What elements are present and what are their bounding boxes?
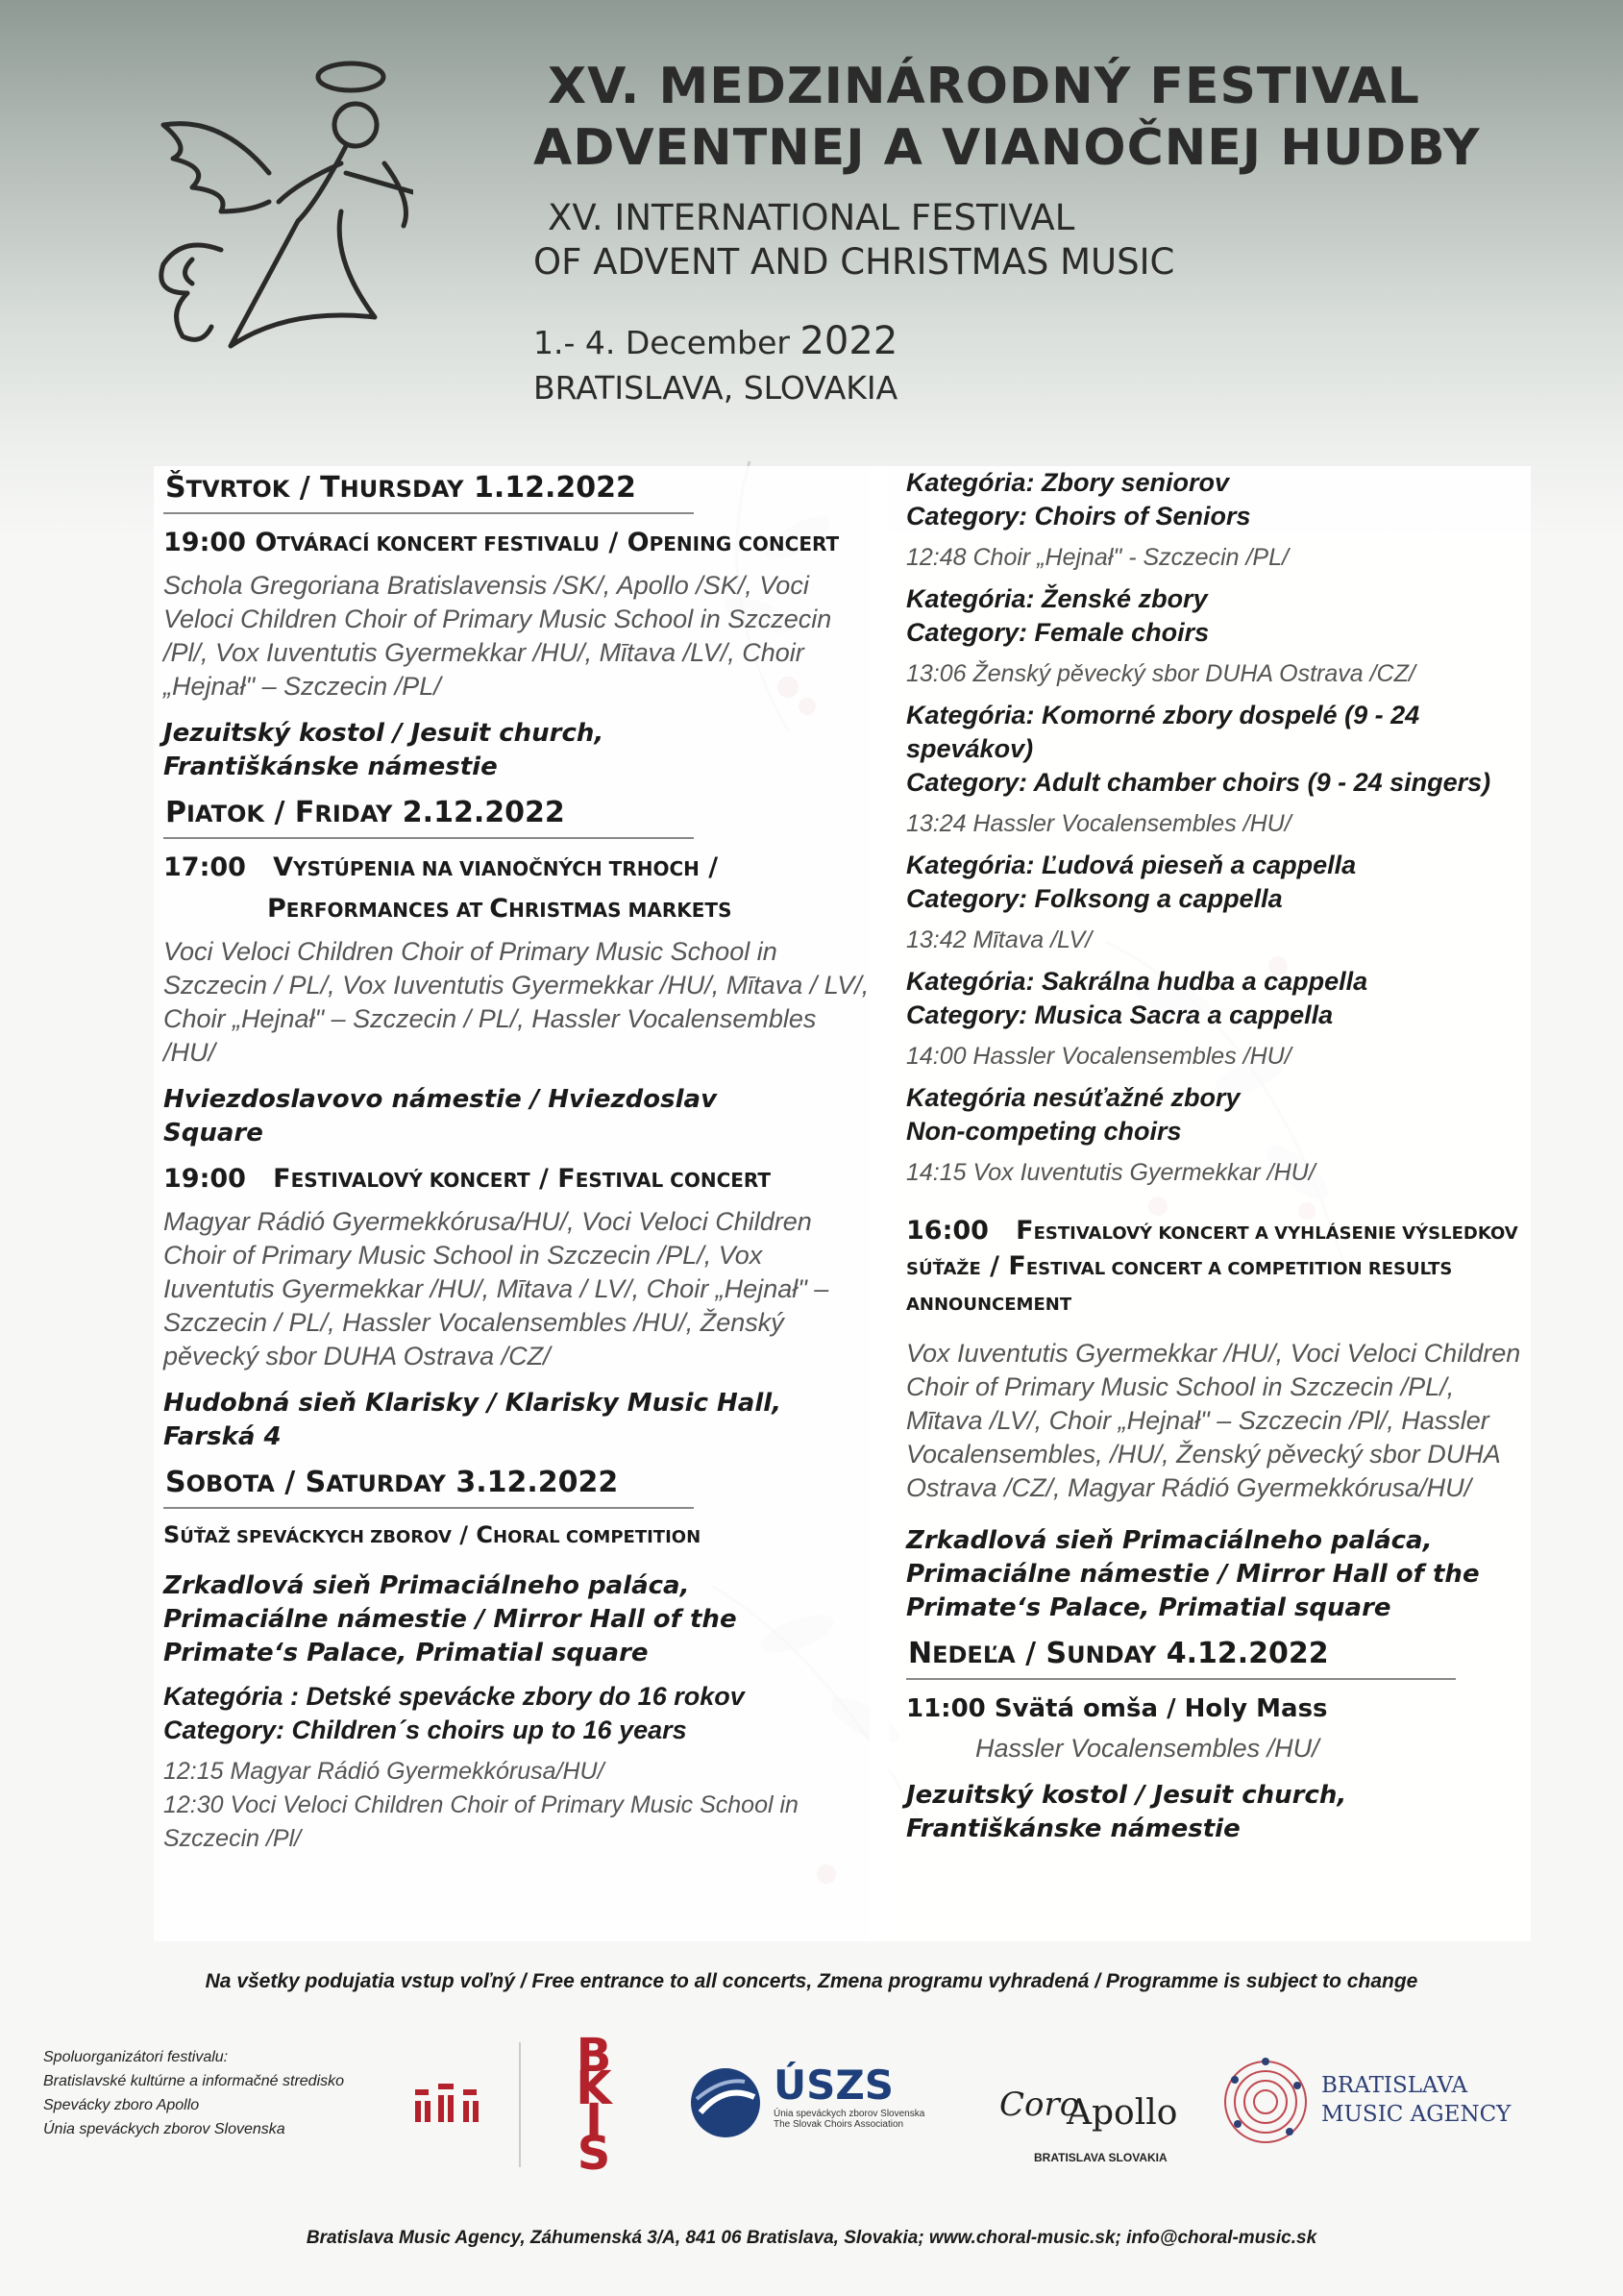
title-en-line-2: OF ADVENT AND CHRISTMAS MUSIC [533,241,1175,283]
event-holy-mass: 11:00 Svätá omša / Holy Mass [906,1694,1328,1723]
co-organizer-2: Spevácky zboro Apollo [43,2097,200,2113]
program-left-column [163,469,874,1864]
title-sk-line-1: XV. MEDZINÁRODNÝ FESTIVAL [548,58,1420,115]
uszs-subtitle-1: Únia speváckych zborov Slovenska [774,2109,925,2119]
apollo-text: Apollo [1067,2093,1178,2133]
category-folksong: Kategória: Ľudová pieseň a cappella Category: Folksong a cappella [906,851,1357,913]
category-non-competing: Kategória nesúťažné zbory Non-competing choirs [906,1083,1241,1146]
competitors-children: 12:15 Magyar Rádió Gyermekkórusa/HU/ 12:30 Voci Veloci Children Choir of Primary Music School in Szczecin /Pl/ [163,1758,799,1852]
bkis-logo: BKIS [576,2029,612,2181]
event-festival-concert: 19:00 FESTIVALOVÝ KONCERT / FESTIVAL CONCERT [163,1164,772,1194]
competitors-folksong: 13:42 Mītava /LV/ [906,926,1093,953]
event-opening-concert: 19:00 OTVÁRACÍ KONCERT FESTIVALU / OPENING CONCERT [163,528,840,557]
title-sk-line-2: ADVENTNEJ A VIANOČNEJ HUDBY [533,119,1481,177]
festival-header [533,56,1481,411]
program-right-column [906,466,1521,1856]
category-children: Kategória : Detské spevácke zbory do 16 rokov Category: Children´s choirs up to 16 years [163,1682,745,1744]
category-chamber: Kategória: Komorné zbory dospelé (9 - 24 spevákov) Category: Adult chamber choirs (9 - 24 singers) [906,701,1491,797]
day-heading-sunday: NEDEĽA / SUNDAY 4.12.2022 [906,1635,1456,1680]
bma-line-1: BRATISLAVA [1321,2073,1468,2098]
title-en-line-1: XV. INTERNATIONAL FESTIVAL [548,197,1075,238]
event-christmas-markets: 17:00 VYSTÚPENIA NA VIANOČNÝCH TRHOCH / [163,852,719,882]
free-entrance-note: Na všetky podujatia vstup voľný / Free entrance to all concerts, Zmena programu vyhradená / Programme is subject to change [205,1970,1418,1992]
competitors-sacra: 14:00 Hassler Vocalensembles /HU/ [906,1043,1291,1070]
event-christmas-markets-en: PERFORMANCES AT CHRISTMAS MARKETS [267,894,732,924]
performers-opening: Schola Gregoriana Bratislavensis /SK/, Apollo /SK/, Voci Veloci Children Choir of Primary Music School in Szczecin /Pl/, Vox Iuventutis Gyermekkar /HU/, Mītava /LV/, Choir „Hejnał" – Szczecin /PL/ [163,571,832,701]
performers-festival-concert: Magyar Rádió Gyermekkórusa/HU/, Voci Veloci Children Choir of Primary Music School in Szczecin /PL/, Vox Iuventutis Gyermekkar /HU/, Mītava / LV/, Choir „Hejnał" – Szczecin / PL/, Hassler Vocalensembles /HU/, Ženský pěvecký sbor DUHA Ostrava /CZ/ [163,1207,829,1370]
competitors-seniors: 12:48 Choir „Hejnał" - Szczecin /PL/ [906,544,1289,571]
uszs-title: ÚSZS [774,2061,895,2109]
apollo-subtitle: BRATISLAVA SLOVAKIA [1034,2151,1168,2164]
day-heading-thursday: ŠTVRTOK / THURSDAY 1.12.2022 [163,469,694,514]
co-organizer-3: Únia speváckych zborov Slovenska [43,2121,285,2137]
performers-holy-mass: Hassler Vocalensembles /HU/ [975,1734,1319,1763]
event-results-concert: 16:00 FESTIVALOVÝ KONCERT A VYHLÁSENIE VÝSLEDKOV SÚŤAŽE / FESTIVAL CONCERT A COMPETITION RESULTS ANNOUNCEMENT [906,1216,1518,1315]
location-holy-mass: Jezuitský kostol / Jesuit church, Františkánske námestie [906,1781,1347,1843]
performers-results-concert: Vox Iuventutis Gyermekkar /HU/, Voci Veloci Children Choir of Primary Music School in Szczecin /PL/, Mītava /LV/, Choir „Hejnał" – Szczecin /Pl/, Hassler Vocalensembles, /HU/, Ženský pěvecký sbor DUHA Ostrava /CZ/, Magyar Rádió Gyermekkórusa/HU/ [906,1339,1521,1502]
location-festival-concert: Hudobná sieň Klarisky / Klarisky Music Hall, Farská 4 [163,1389,782,1451]
category-seniors: Kategória: Zbory seniorov Category: Choirs of Seniors [906,468,1251,531]
uszs-globe-icon [687,2064,764,2141]
co-organizers [43,2045,344,2141]
location-competition: Zrkadlová sieň Primaciálneho paláca, Primaciálne námestie / Mirror Hall of the Primate‘s Palace, Primatial square [163,1571,737,1667]
performers-markets: Voci Veloci Children Choir of Primary Music School in Szczecin / PL/, Vox Iuventutis Gyermekkar /HU/, Mītava / LV/, Choir „Hejnał" – Szczecin / PL/, Hassler Vocalensembles /HU/ [163,937,870,1067]
co-organizer-1: Bratislavské kultúrne a informačné stredisko [43,2073,345,2089]
year-text: 2022 [799,319,898,363]
category-sacra: Kategória: Sakrálna hudba a cappella Category: Musica Sacra a cappella [906,967,1368,1029]
angel-trumpet-logo-icon [125,58,413,384]
logo-divider [519,2042,521,2167]
uszs-subtitle-2: The Slovak Choirs Association [774,2119,904,2130]
festival-city: BRATISLAVA, SLOVAKIA [533,369,898,407]
festival-dates [533,319,1481,365]
location-opening: Jezuitský kostol / Jesuit church, Františkánske námestie [163,719,604,781]
event-choral-competition: SÚŤAŽ SPEVÁCKYCH ZBOROV / CHORAL COMPETITION [163,1521,701,1548]
bma-logo-text [1321,2071,1511,2129]
competitors-non-competing: 14:15 Vox Iuventutis Gyermekkar /HU/ [906,1159,1316,1186]
coro-text: Coro [999,2086,1080,2124]
location-markets: Hviezdoslavovo námestie / Hviezdoslav Square [163,1085,718,1148]
bma-circles-logo-icon [1220,2057,1312,2148]
city-gate-logo-icon [413,2076,480,2134]
day-heading-saturday: SOBOTA / SATURDAY 3.12.2022 [163,1464,694,1509]
bma-line-2: MUSIC AGENCY [1321,2102,1512,2127]
category-female: Kategória: Ženské zbory Category: Female choirs [906,584,1210,647]
competitors-chamber: 13:24 Hassler Vocalensembles /HU/ [906,810,1291,837]
coro-apollo-logo [999,2047,1182,2172]
co-organizers-title: Spoluorganizátori festivalu: [43,2049,229,2065]
uszs-logo-text [774,2062,924,2130]
dates-text: 1.- 4. December [533,324,790,361]
location-results-concert: Zrkadlová sieň Primaciálneho paláca, Primaciálne námestie / Mirror Hall of the Primate‘s Palace, Primatial square [906,1526,1480,1622]
competitors-female: 13:06 Ženský pěvecký sbor DUHA Ostrava /CZ/ [906,660,1415,687]
footer-contact: Bratislava Music Agency, Záhumenská 3/A, 841 06 Bratislava, Slovakia; www.choral-music.sk; info@choral-music.sk [306,2228,1317,2248]
day-heading-friday: PIATOK / FRIDAY 2.12.2022 [163,794,694,839]
